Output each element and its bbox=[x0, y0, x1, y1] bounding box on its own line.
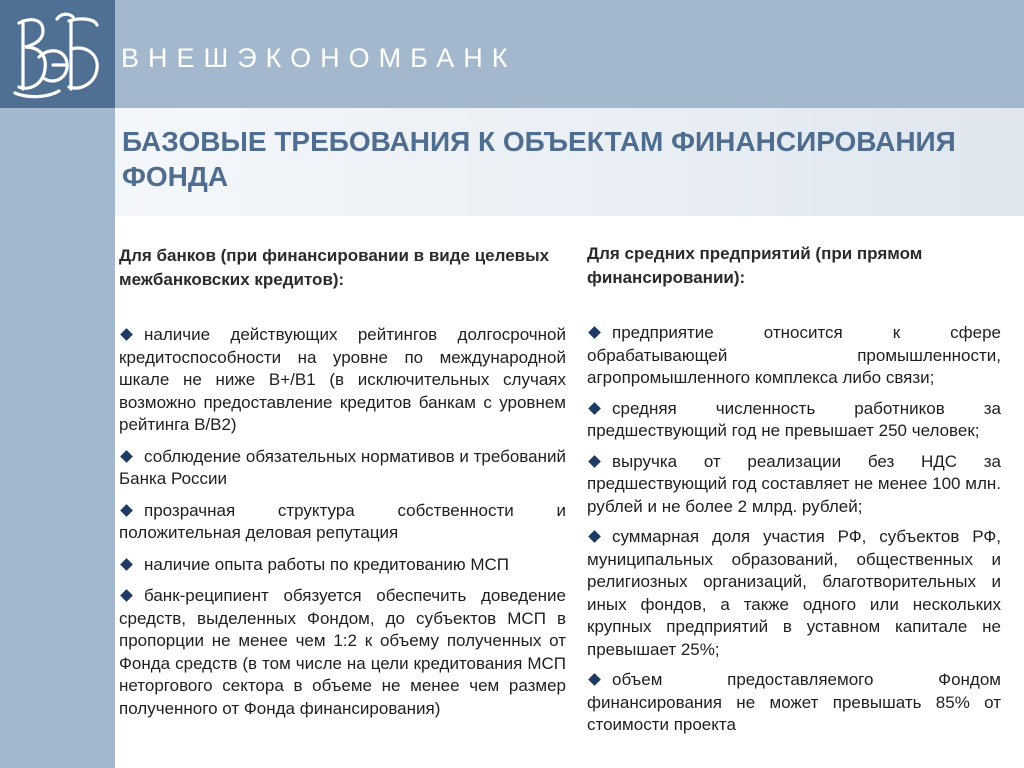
list-item-text: суммарная доля участия РФ, субъектов РФ, муниципальных образований, общественных и религиозных организаций, благотворительных и иных фондов, а также одного или нескольких крупных предприятий в уставном капитале не превышает 25%; bbox=[587, 527, 1001, 659]
logo bbox=[0, 0, 115, 108]
list-item bbox=[119, 324, 566, 437]
bank-name: ВНЕШЭКОНОМБАНК bbox=[121, 43, 517, 73]
diamond-bullet-icon bbox=[120, 328, 133, 341]
list-item bbox=[587, 526, 1001, 661]
enterprises-column bbox=[587, 242, 1001, 745]
list-item-text: выручка от реализации без НДС за предшествующий год составляет не менее 100 млн. рублей и не более 2 млрд. рублей; bbox=[587, 451, 1001, 516]
list-item-text: средняя численность работников за предшествующий год не превышает 250 человек; bbox=[587, 398, 1001, 440]
list-item-text: соблюдение обязательных нормативов и требований Банка России bbox=[119, 446, 566, 488]
list-item-text: наличие действующих рейтингов долгосрочной кредитоспособности на уровне по международной шкале не ниже B+/B1 (в исключительных случаях возможно предоставление кредитов банкам с уровнем рейтинга B/B2) bbox=[119, 325, 566, 434]
diamond-bullet-icon bbox=[120, 450, 133, 463]
diamond-bullet-icon bbox=[120, 558, 133, 571]
list-item bbox=[119, 446, 566, 491]
diamond-bullet-icon bbox=[120, 504, 133, 517]
list-item-text: предприятие относится к сфере обрабатывающей промышленности, агропромышленного комплекса либо связи; bbox=[587, 323, 1001, 387]
list-item bbox=[119, 554, 566, 577]
enterprises-requirements-list bbox=[587, 322, 1001, 737]
list-item bbox=[587, 322, 1001, 390]
list-item-text: прозрачная структура собственности и положительная деловая репутация bbox=[119, 500, 566, 542]
list-item bbox=[587, 669, 1001, 737]
banks-requirements-list bbox=[119, 324, 566, 720]
list-item bbox=[119, 585, 566, 720]
list-item bbox=[587, 451, 1001, 519]
banks-heading: Для банков (при финансировании в виде целевых межбанковских кредитов): bbox=[119, 246, 550, 289]
banks-column bbox=[119, 244, 566, 729]
list-item bbox=[119, 500, 566, 545]
diamond-bullet-icon bbox=[588, 530, 601, 543]
diamond-bullet-icon bbox=[588, 673, 601, 686]
diamond-bullet-icon bbox=[588, 326, 601, 339]
list-item-text: наличие опыта работы по кредитованию МСП bbox=[144, 554, 510, 574]
left-sidebar-band bbox=[0, 108, 115, 768]
list-item-text: объем предоставляемого Фондом финансирования не может превышать 85% от стоимости проекта bbox=[587, 670, 1001, 734]
page-title: БАЗОВЫЕ ТРЕБОВАНИЯ К ОБЪЕКТАМ ФИНАНСИРОВАНИЯ ФОНДА bbox=[122, 126, 956, 192]
diamond-bullet-icon bbox=[588, 455, 601, 468]
list-item bbox=[587, 398, 1001, 443]
veb-monogram-logo-icon bbox=[9, 7, 105, 103]
enterprises-heading: Для средних предприятий (при прямом финансировании): bbox=[587, 244, 923, 287]
diamond-bullet-icon bbox=[120, 589, 133, 602]
diamond-bullet-icon bbox=[588, 402, 601, 415]
list-item-text: банк-реципиент обязуется обеспечить доведение средств, выделенных Фондом, до субъектов МСП в пропорции не менее чем 1:2 к объему полученных от Фонда средств (в том числе на цели кредитования МСП неторгового сектора в объеме не менее чем размер полученного от Фонда финансирования) bbox=[119, 586, 566, 718]
